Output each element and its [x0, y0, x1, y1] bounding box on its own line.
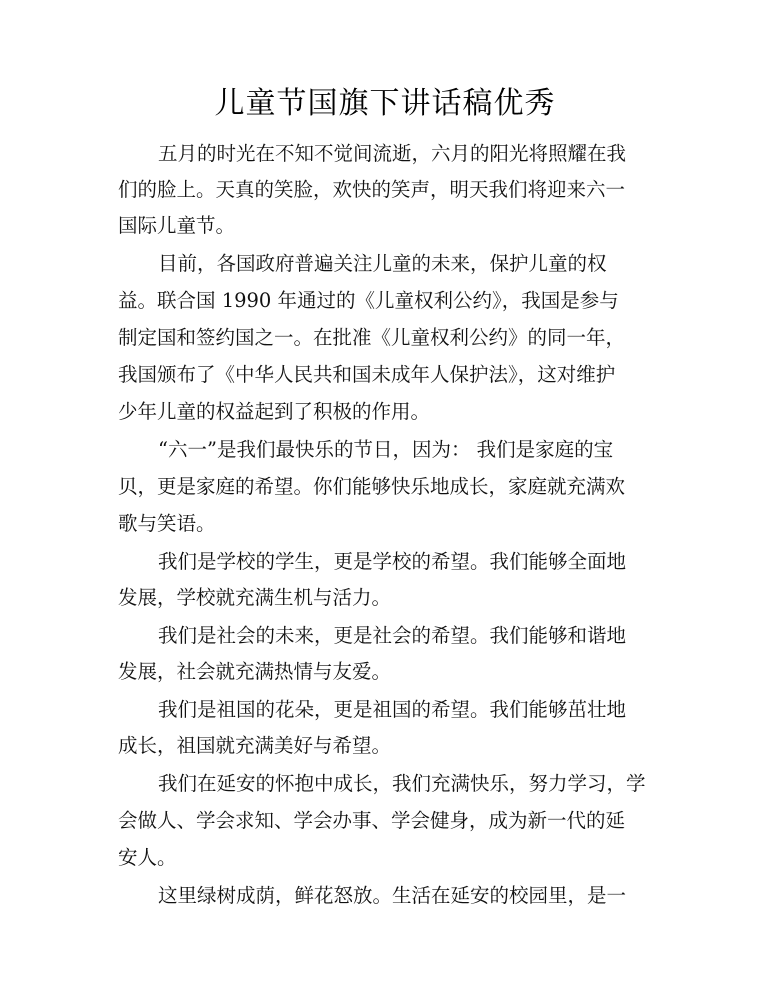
document-title: 儿童节国旗下讲话稿优秀: [214, 86, 556, 121]
paragraph-line: 发展，学校就充满生机与活力。: [118, 586, 392, 609]
paragraph-line: 发展，社会就充满热情与友爱。: [118, 660, 392, 683]
paragraph-line: 歌与笑语。: [118, 512, 216, 535]
paragraph-line: 这里绿树成荫，鲜花怒放。生活在延安的校园里，是一: [158, 884, 627, 907]
paragraph-line: 会做人、学会求知、学会办事、学会健身，成为新一代的延: [118, 809, 626, 832]
paragraph-line: 我们是祖国的花朵，更是祖国的希望。我们能够茁壮地: [158, 698, 627, 721]
paragraph-line: 五月的时光在不知不觉间流逝，六月的阳光将照耀在我: [158, 142, 627, 165]
paragraph-line: 们的脸上。天真的笑脸，欢快的笑声，明天我们将迎来六一: [118, 178, 626, 201]
paragraph-line: 我们是社会的未来，更是社会的希望。我们能够和谐地: [158, 624, 627, 647]
paragraph-line: “六一”是我们最快乐的节日，因为： 我们是家庭的宝: [158, 438, 614, 461]
paragraph-line: 成长，祖国就充满美好与希望。: [118, 734, 392, 757]
paragraph-line: 少年儿童的权益起到了积极的作用。: [118, 400, 431, 423]
paragraph-line: 益。联合国 1990 年通过的《儿童权利公约》，我国是参与: [118, 289, 619, 312]
paragraph-line: 我国颁布了《中华人民共和国未成年人保护法》，这对维护: [118, 363, 616, 386]
paragraph-line: 我们是学校的学生，更是学校的希望。我们能够全面地: [158, 550, 627, 573]
paragraph-line: 贝，更是家庭的希望。你们能够快乐地成长，家庭就充满欢: [118, 475, 626, 498]
paragraph-line: 我们在延安的怀抱中成长，我们充满快乐，努力学习，学: [158, 772, 646, 795]
paragraph-line: 国际儿童节。: [118, 214, 236, 237]
paragraph-line: 安人。: [118, 846, 177, 869]
paragraph-line: 目前，各国政府普遍关注儿童的未来，保护儿童的权: [158, 252, 607, 275]
paragraph-line: 制定国和签约国之一。在批准《儿童权利公约》的同一年，: [118, 326, 626, 349]
